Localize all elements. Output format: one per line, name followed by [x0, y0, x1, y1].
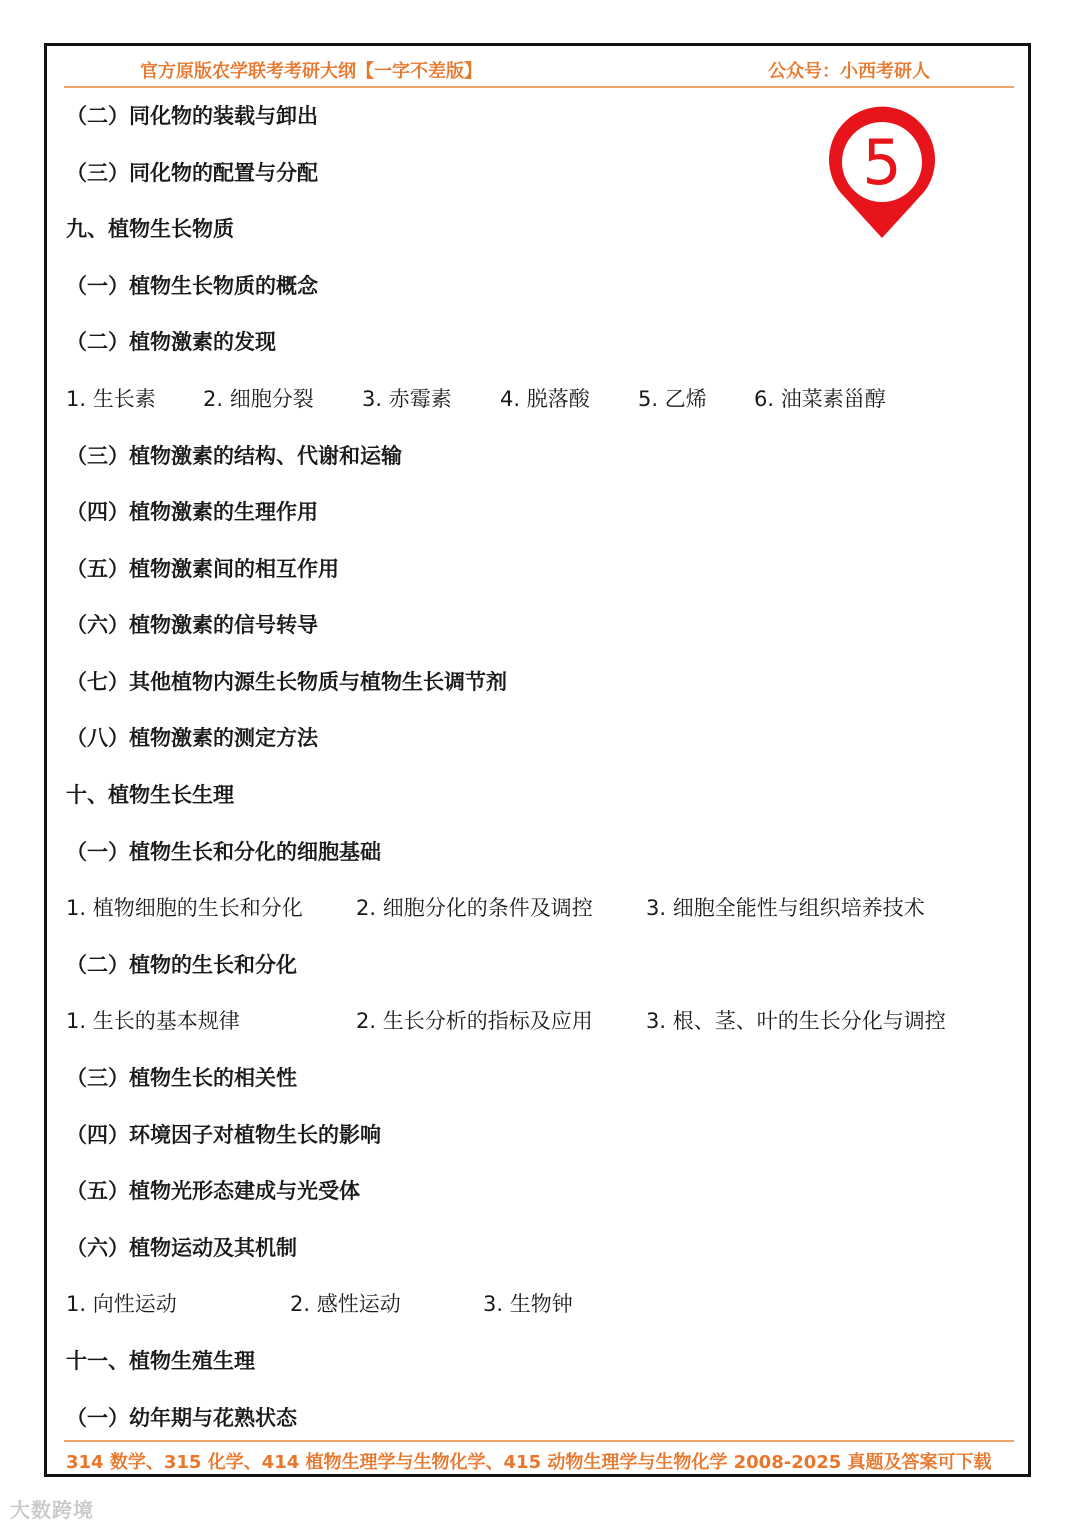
subsection-heading: （八）植物激素的测定方法: [66, 726, 318, 750]
header-divider: [64, 86, 1014, 88]
subsection-heading: （四）环境因子对植物生长的影响: [66, 1123, 381, 1147]
list-item: 1. 向性运动: [66, 1292, 177, 1316]
subsection-heading: （二）植物的生长和分化: [66, 953, 297, 977]
subsection-heading: （六）植物激素的信号转导: [66, 613, 318, 637]
list-item: 3. 生物钟: [483, 1292, 573, 1316]
header-title: 官方原版农学联考考研大纲【一字不差版】: [140, 61, 482, 82]
footer-divider: [64, 1440, 1014, 1442]
subsection-heading: （二）植物激素的发现: [66, 330, 276, 354]
subsection-heading: （二）同化物的装载与卸出: [66, 104, 318, 128]
section-heading: 十一、植物生殖生理: [66, 1349, 255, 1373]
list-item: 2. 感性运动: [290, 1292, 401, 1316]
subsection-heading: （一）植物生长和分化的细胞基础: [66, 840, 381, 864]
list-item: 1. 生长的基本规律: [66, 1009, 240, 1033]
watermark: 大数跨境: [10, 1498, 94, 1522]
list-item: 3. 根、茎、叶的生长分化与调控: [646, 1009, 946, 1033]
header-account: 公众号：小西考研人: [768, 61, 930, 82]
subsection-heading: （五）植物光形态建成与光受体: [66, 1179, 360, 1203]
subsection-heading: （一）幼年期与花熟状态: [66, 1406, 297, 1430]
list-item: 3. 细胞全能性与组织培养技术: [646, 896, 925, 920]
list-item: 4. 脱落酸: [500, 387, 590, 411]
list-item: 1. 生长素: [66, 387, 156, 411]
list-item: 2. 生长分析的指标及应用: [356, 1009, 593, 1033]
list-item: 3. 赤霉素: [362, 387, 452, 411]
subsection-heading: （五）植物激素间的相互作用: [66, 557, 339, 581]
subsection-heading: （四）植物激素的生理作用: [66, 500, 318, 524]
footer-note: 314 数学、315 化学、414 植物生理学与生物化学、415 动物生理学与生物化学 2008-2025 真题及答案可下载: [66, 1452, 992, 1473]
list-item: 2. 细胞分化的条件及调控: [356, 896, 593, 920]
section-heading: 九、植物生长物质: [66, 217, 234, 241]
list-item: 1. 植物细胞的生长和分化: [66, 896, 303, 920]
list-item: 6. 油菜素甾醇: [754, 387, 886, 411]
subsection-heading: （七）其他植物内源生长物质与植物生长调节剂: [66, 670, 507, 694]
list-item: 5. 乙烯: [638, 387, 707, 411]
list-item: 2. 细胞分裂: [203, 387, 314, 411]
map-pin-number-icon: [826, 106, 938, 240]
subsection-heading: （三）植物生长的相关性: [66, 1066, 297, 1090]
subsection-heading: （三）同化物的配置与分配: [66, 161, 318, 185]
section-heading: 十、植物生长生理: [66, 783, 234, 807]
subsection-heading: （三）植物激素的结构、代谢和运输: [66, 444, 402, 468]
subsection-heading: （一）植物生长物质的概念: [66, 274, 318, 298]
marker-number: 5: [862, 126, 902, 199]
subsection-heading: （六）植物运动及其机制: [66, 1236, 297, 1260]
